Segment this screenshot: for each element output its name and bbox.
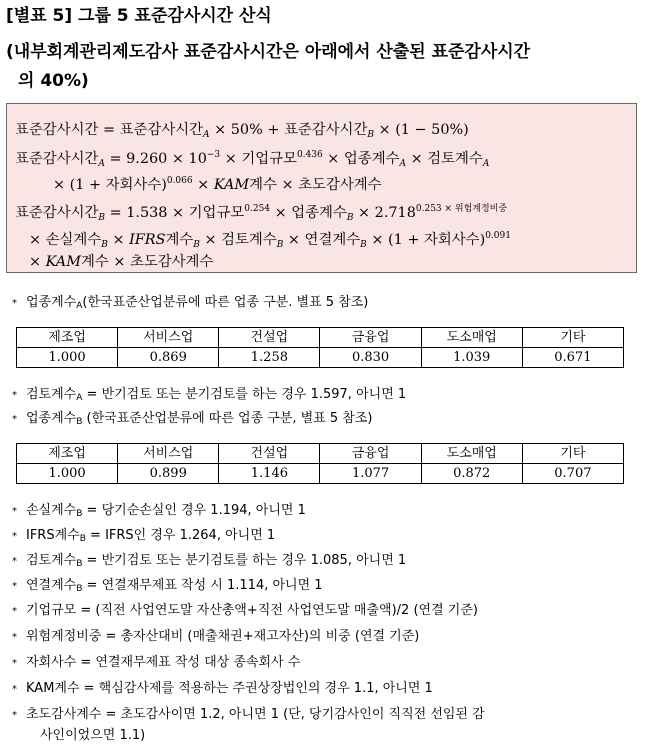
table-row: [17, 464, 624, 484]
formula-line-5: × 손실계수$_B$ × IFRS계수$_B$ × 검토계수$_B$ × 연결계수$_B$ × (1 + 자회사수)$^{0.091}$: [29, 231, 511, 250]
industry-table-b: [16, 443, 624, 484]
note-company-size: * 기업규모 = (직전 사업연도말 자산총액+직전 사업연도말 매출액)/2 (연결 기준): [12, 603, 478, 618]
table-header-cell: 도소매업: [421, 328, 522, 348]
formula-line-1: 표준감사시간 = 표준감사시간$_A$ × 50% + 표준감사시간$_B$ × (1 − 50%): [15, 122, 469, 140]
note-initial-audit: * 초도감사계수 = 초도감사이면 1.2, 아니면 1 (단, 당기감사인이 직직전 선임된 감: [12, 707, 485, 722]
formula-line-4: 표준감사시간$_B$ = 1.538 × 기업규모$^{0.254}$ × 업종계수$_B \times 2.718^{0.253 \times 위험계정비중}$: [15, 204, 508, 223]
table-cell: 0.872: [421, 464, 522, 484]
note-loss-b: * 손실계수$_B$ = 당기순손실인 경우 1.194, 아니면 1: [12, 503, 306, 519]
table-header-cell: 제조업: [17, 444, 118, 464]
page-title: [별표 5] 그룹 5 표준감사시간 산식: [6, 6, 272, 26]
table-header-cell: 금융업: [320, 328, 421, 348]
note-consolidation-b: * 연결계수$_B$ = 연결재무제표 작성 시 1.114, 아니면 1: [12, 578, 323, 594]
table-cell: 1.000: [17, 348, 118, 368]
subtitle-line-2: 의 40%): [18, 71, 89, 91]
table-header-row: [17, 328, 624, 348]
table-cell: 1.039: [421, 348, 522, 368]
table-cell: 1.077: [320, 464, 421, 484]
table-header-cell: 제조업: [17, 328, 118, 348]
note-risk-account-ratio: * 위험계정비중 = 총자산대비 (매출채권+재고자산)의 비중 (연결 기준): [12, 629, 420, 644]
table-cell: 0.707: [522, 464, 623, 484]
formula-line-6: × KAM계수 × 초도감사계수: [29, 254, 214, 270]
table-header-cell: 서비스업: [118, 444, 219, 464]
note-review-a: * 검토계수$_A$ = 반기검토 또는 분기검토를 하는 경우 1.597, 아니면 1: [12, 387, 407, 403]
table-header-cell: 기타: [522, 444, 623, 464]
formula-box: [6, 103, 637, 273]
note-review-b: * 검토계수$_B$ = 반기검토 또는 분기검토를 하는 경우 1.085, 아니면 1: [12, 553, 407, 569]
note-industry-a: * 업종계수$_A$(한국표준산업분류에 따른 업종 구분. 별표 5 참조): [12, 295, 369, 311]
table-header-cell: 건설업: [219, 444, 320, 464]
note-initial-audit-cont: 사인이었으면 1.1): [40, 728, 146, 743]
table-header-cell: 기타: [522, 328, 623, 348]
table-header-cell: 건설업: [219, 328, 320, 348]
table-header-cell: 금융업: [320, 444, 421, 464]
note-ifrs-b: * IFRS계수$_B$ = IFRS인 경우 1.264, 아니면 1: [12, 528, 276, 544]
table-cell: 1.000: [17, 464, 118, 484]
table-header-cell: 서비스업: [118, 328, 219, 348]
table-header-row: [17, 444, 624, 464]
table-header-cell: 도소매업: [421, 444, 522, 464]
table-cell: 1.146: [219, 464, 320, 484]
formula-line-3: × (1 + 자회사수)$^{0.066}$ × KAM계수 × 초도감사계수: [53, 176, 382, 193]
table-cell: 0.869: [118, 348, 219, 368]
note-kam: * KAM계수 = 핵심감사제를 적용하는 주권상장법인의 경우 1.1, 아니면 1: [12, 681, 433, 696]
table-cell: 1.258: [219, 348, 320, 368]
industry-table-a: [16, 327, 624, 368]
note-industry-b: * 업종계수$_B$ (한국표준산업분류에 따른 업종 구분, 별표 5 참조): [12, 411, 373, 427]
table-cell: 0.899: [118, 464, 219, 484]
table-row: [17, 348, 624, 368]
note-subsidiaries: * 자회사수 = 연결재무제표 작성 대상 종속회사 수: [12, 655, 301, 670]
subtitle-line-1: (내부회계관리제도감사 표준감사시간은 아래에서 산출된 표준감사시간: [6, 42, 531, 62]
table-cell: 0.671: [522, 348, 623, 368]
formula-line-2: 표준감사시간$_A = 9.260 \times 10^{-3}$ × 기업규모$^{0.436}$ × 업종계수$_A$ × 검토계수$_A$: [15, 150, 490, 169]
table-cell: 0.830: [320, 348, 421, 368]
